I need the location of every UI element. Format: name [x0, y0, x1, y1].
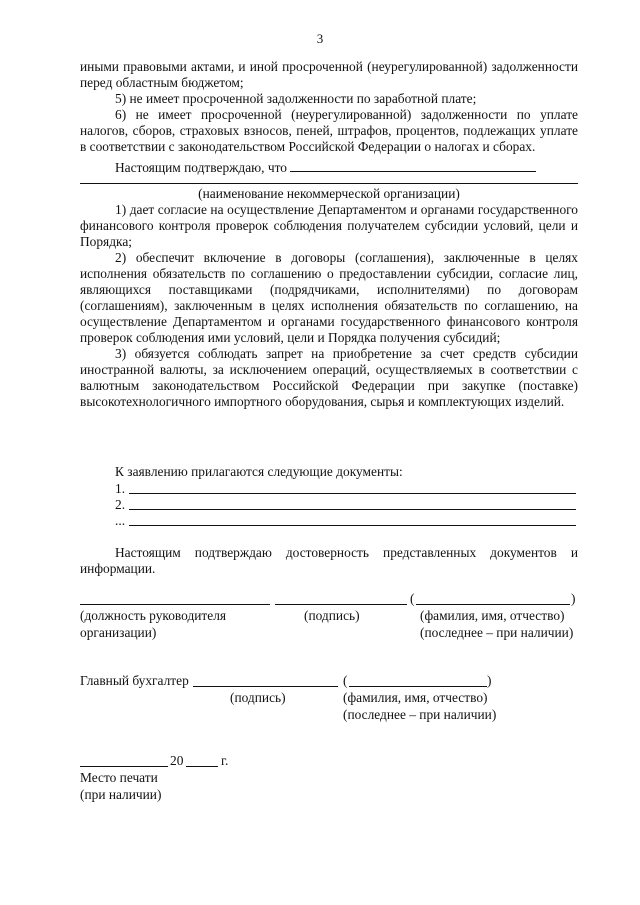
attachment-item-1-number: 1. [115, 481, 126, 496]
position-caption-line2: организации) [80, 625, 157, 640]
accountant-signature-line [193, 686, 338, 687]
date-year-prefix: 20 [170, 753, 184, 768]
consent-item-2: 2) обеспечит включение в договоры (соглашения), заключенные в целях исполнения обязательств по соглашению о предоставлении субсидии, согласие лиц, являющихся поставщиками (подрядчиками, исполнителями) по договорам (соглашениям), заключенным в целях исполнения обязательств по соглашению, на осуществление Департаментом и органами государственного финансового контроля проверок соблюдения ими условий, цели и Порядка получения субсидий; [80, 250, 578, 345]
date-year-suffix: г. [221, 753, 229, 768]
attachment-item-more-line [129, 525, 576, 526]
document-body [80, 59, 578, 410]
accountant-name-open-paren: ( [343, 673, 348, 688]
attachment-item-2-number: 2. [115, 497, 126, 512]
confirmation-text: Настоящим подтверждаю достоверность представленных документов и информации. [80, 545, 578, 576]
consent-item-1: 1) дает согласие на осуществление Департаментом и органами государственного финансового контроля проверок соблюдения получателем субсидии условий, цели и Порядка; [80, 202, 578, 249]
date-day-month-line [80, 766, 168, 767]
position-caption-line1: (должность руководителя [80, 608, 227, 623]
accountant-name-line [349, 686, 487, 687]
accountant-label: Главный бухгалтер [80, 673, 189, 688]
stamp-place-label: Место печати [80, 770, 158, 785]
name-line [416, 604, 570, 605]
name-caption-line1: (фамилия, имя, отчество) [420, 608, 565, 623]
consent-item-3: 3) обязуется соблюдать запрет на приобретение за счет средств субсидии иностранной валюты, за исключением операций, осуществляемых в соответствии с валютным законодательством Российской Федерации при закупке (поставке) высокотехнологичного импортного оборудования, сырья и комплектующих изделий. [80, 346, 578, 409]
confirm-intro-text: Настоящим подтверждаю, что [115, 160, 287, 175]
attachment-item-2-line [129, 509, 576, 510]
org-name-fill-line-2 [80, 176, 578, 184]
stamp-place-note: (при наличии) [80, 787, 162, 802]
position-line [80, 604, 270, 605]
page-number: 3 [316, 31, 324, 46]
org-name-caption: (наименование некоммерческой организации) [198, 186, 460, 201]
paragraph-item-6: 6) не имеет просроченной (неурегулированной) задолженности по уплате налогов, сборов, страховых взносов, пеней, штрафов, процентов, подлежащих уплате в соответствии с законодательством Российской Федерации о налогах и сборах. [80, 107, 578, 154]
paragraph-item-5: 5) не имеет просроченной задолженности по заработной плате; [115, 91, 477, 106]
signature-line [275, 604, 407, 605]
name-open-paren: ( [410, 591, 415, 606]
paragraph-continuation: иными правовыми актами, и иной просроченной (неурегулированной) задолженности перед областным бюджетом; [80, 59, 578, 90]
accountant-name-caption-line1: (фамилия, имя, отчество) [343, 690, 488, 705]
confirm-intro-line [80, 159, 578, 176]
attachment-item-more: ... [115, 513, 126, 528]
name-caption-line2: (последнее – при наличии) [420, 625, 574, 640]
attachments-heading: К заявлению прилагаются следующие документы: [115, 464, 403, 479]
org-name-fill-line [290, 159, 536, 172]
attachment-item-1-line [129, 493, 576, 494]
signature-caption: (подпись) [304, 608, 360, 623]
accountant-name-close-paren: ) [487, 673, 492, 688]
accountant-name-caption-line2: (последнее – при наличии) [343, 707, 497, 722]
accountant-signature-caption: (подпись) [230, 690, 286, 705]
name-close-paren: ) [571, 591, 576, 606]
date-year-line [186, 766, 218, 767]
